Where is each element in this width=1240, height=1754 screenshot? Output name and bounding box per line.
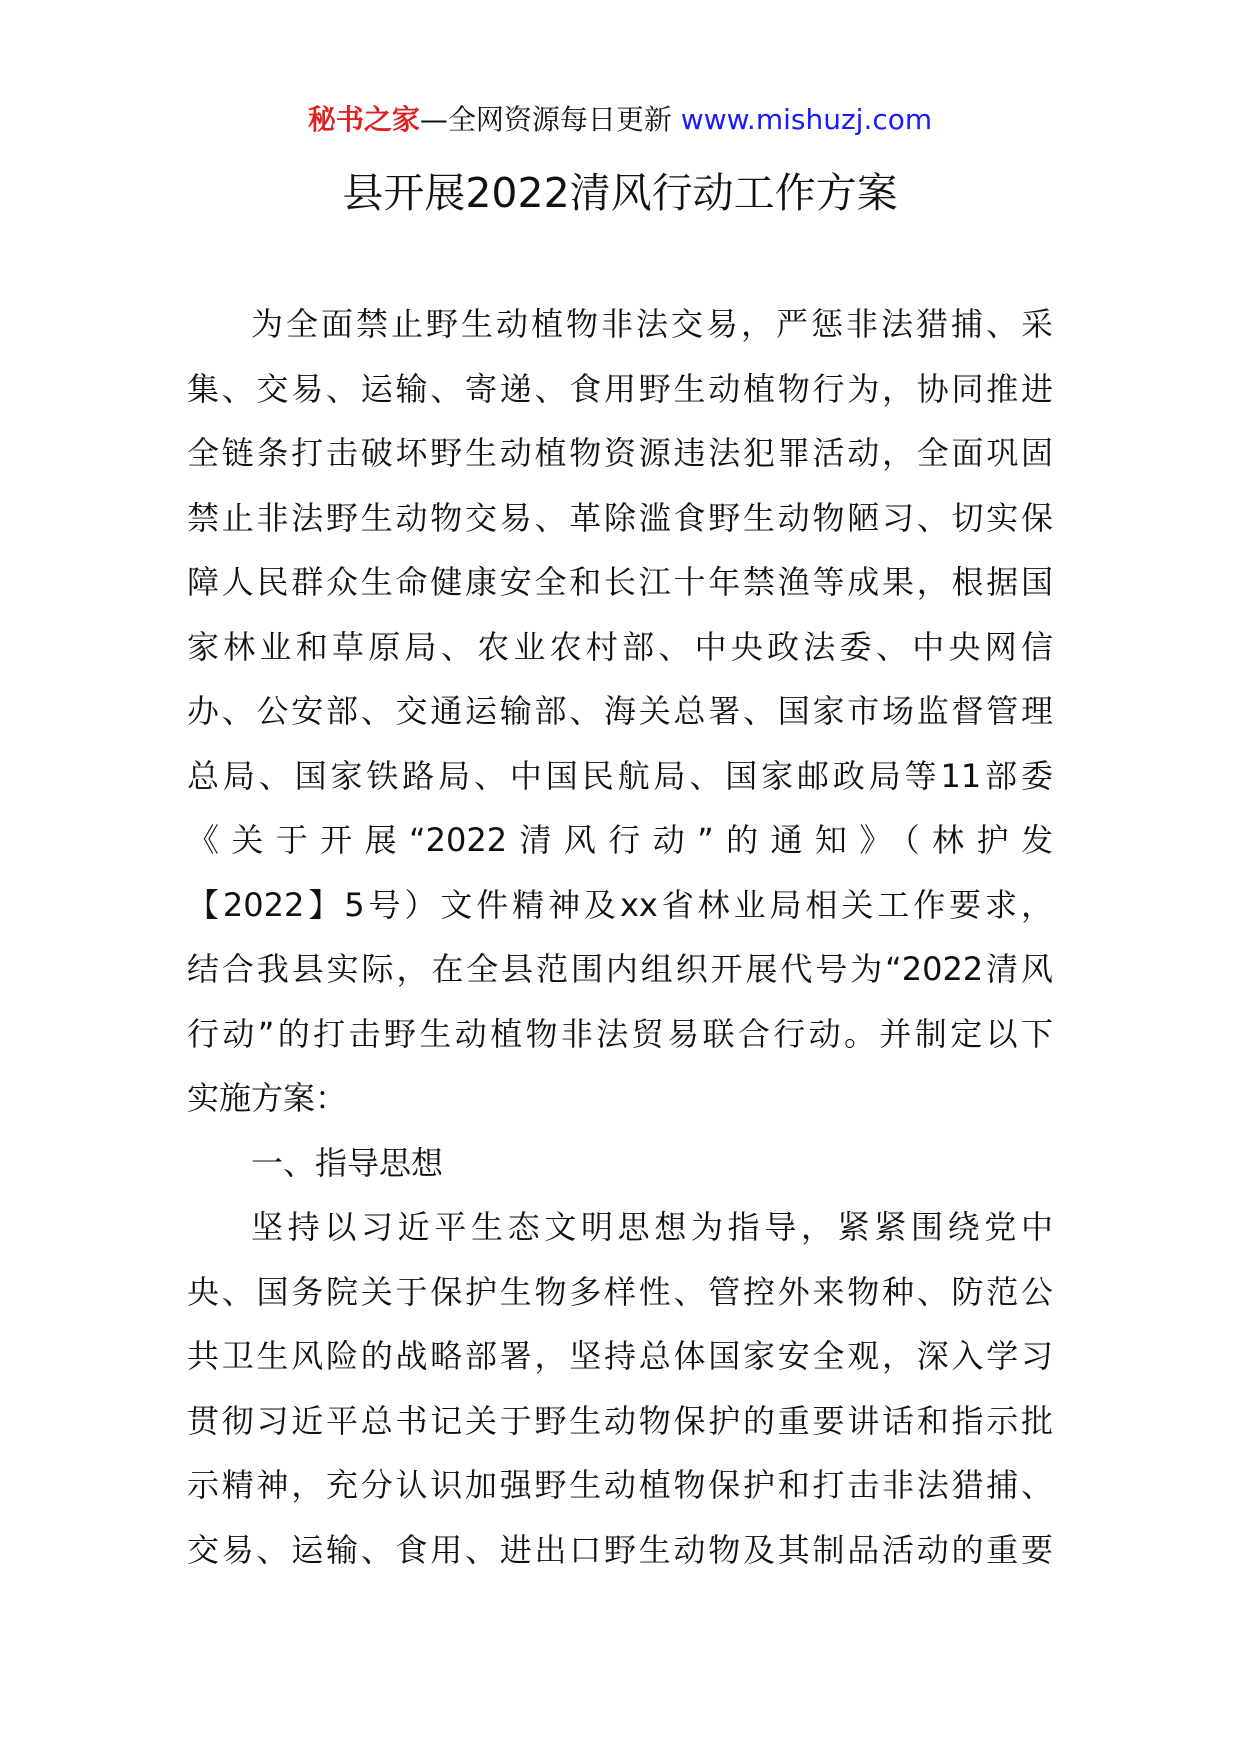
paragraph-1-line: 办、公安部、交通运输部、海关总署、国家市场监督管理	[187, 692, 1053, 730]
site-link[interactable]: www.mishuzj.com	[680, 103, 933, 136]
paragraph-1-line: 障人民群众生命健康安全和长江十年禁渔等成果，根据国	[187, 563, 1053, 601]
paragraph-2-line: 交易、运输、食用、进出口野生动物及其制品活动的重要	[187, 1530, 1053, 1569]
paragraph-2-line: 央、国务院关于保护生物多样性、管控外来物种、防范公	[187, 1272, 1053, 1311]
paragraph-1-line: 总局、国家铁路局、中国民航局、国家邮政局等11部委	[187, 756, 1053, 795]
paragraph-2-line: 坚持以习近平生态文明思想为指导，紧紧围绕党中	[251, 1208, 1053, 1246]
paragraph-2-line: 贯彻习近平总书记关于野生动物保护的重要讲话和指示批	[187, 1401, 1053, 1440]
paragraph-2-line: 共卫生风险的战略部署，坚持总体国家安全观，深入学习	[187, 1337, 1053, 1375]
paragraph-1-line: 《关于开展“2022清风行动”的通知》（林护发	[187, 821, 1053, 859]
paragraph-1-line: 集、交易、运输、寄递、食用野生动植物行为，协同推进	[187, 369, 1053, 408]
paragraph-1-line: 行动”的打击野生动植物非法贸易联合行动。并制定以下	[187, 1014, 1053, 1053]
brand-name: 秘书之家	[307, 103, 420, 136]
header-slogan: —全网资源每日更新	[419, 103, 672, 136]
watermark-header	[0, 100, 1240, 140]
paragraph-1-line: 实施方案：	[187, 1079, 348, 1117]
paragraph-1-line: 为全面禁止野生动植物非法交易，严惩非法猎捕、采	[251, 305, 1053, 343]
paragraph-1-line: 结合我县实际，在全县范围内组织开展代号为“2022清风	[187, 950, 1053, 988]
paragraph-1-line: 【2022】5号）文件精神及xx省林业局相关工作要求，	[187, 885, 1053, 924]
paragraph-1-line: 禁止非法野生动物交易、革除滥食野生动物陋习、切实保	[187, 498, 1053, 537]
paragraph-1-line: 家林业和草原局、农业农村部、中央政法委、中央网信	[187, 627, 1053, 666]
document-title: 县开展2022清风行动工作方案	[342, 169, 898, 217]
paragraph-1-line: 全链条打击破坏野生动植物资源违法犯罪活动，全面巩固	[187, 434, 1053, 472]
section-heading: 一、指导思想	[251, 1143, 444, 1182]
paragraph-2-line: 示精神，充分认识加强野生动植物保护和打击非法猎捕、	[187, 1466, 1053, 1504]
document-body	[187, 292, 1053, 1582]
